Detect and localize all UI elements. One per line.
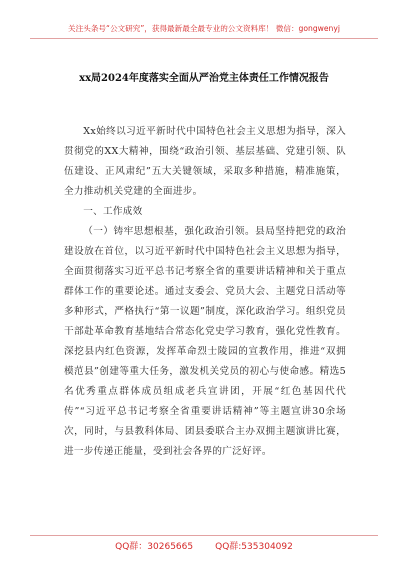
page-header xyxy=(0,0,408,38)
document-body xyxy=(64,122,346,462)
header-divider xyxy=(30,38,378,39)
header-notice: 关注头条号“公文研究”，获得最新最全最专业的公文资料库！ 微信：gongwenyj xyxy=(68,24,340,33)
footer-divider xyxy=(30,535,378,536)
footer-qq-group-1: QQ群：30265665 xyxy=(115,542,194,552)
footer-qq-group-2: QQ群:535304092 xyxy=(215,542,293,552)
document-title: xx局2024年度落实全面从严治党主体责任工作情况报告 xyxy=(79,73,329,84)
intro-paragraph: Xx始终以习近平新时代中国特色社会主义思想为指导，深入贯彻党的XX大精神，围绕“政治引领、基层基础、党建引领、队伍建设、正风肃纪”五大关键领域，采取多种措施，精准施策，全力推动机关党建的全面进步。 xyxy=(64,126,346,197)
section-heading-work-results: 一、工作成效 xyxy=(83,206,143,217)
page-footer xyxy=(0,541,408,553)
body-paragraph: （一）铸牢思想根基，强化政治引领。县局坚持把党的政治建设放在首位，以习近平新时代中国特色社会主义思想为指导，全面贯彻落实习近平总书记考察全省的重要讲话精神和关于重点群体工作的重要论述。通过支委会、党员大会、主题党日活动等多种形式，严格执行“第一议题”制度，深化政治学习。组织党员干部赴革命教育基地结合常态化党史学习教育，强化党性教育。深挖县内红色资源，发挥革命烈士陵园的宣教作用，推进“双拥模范县”创建等重大任务，激发机关党员的初心与使命感。精选5名优秀重点群体成员组成老兵宣讲团，开展“红色基因代代传”“习近平总书记考察全省重要讲话精神”等主题宣讲30余场次，同时，与县教科体局、团县委联合主办双拥主题演讲比赛，进一步传递正能量，受到社会各界的广泛好评。 xyxy=(64,226,346,457)
